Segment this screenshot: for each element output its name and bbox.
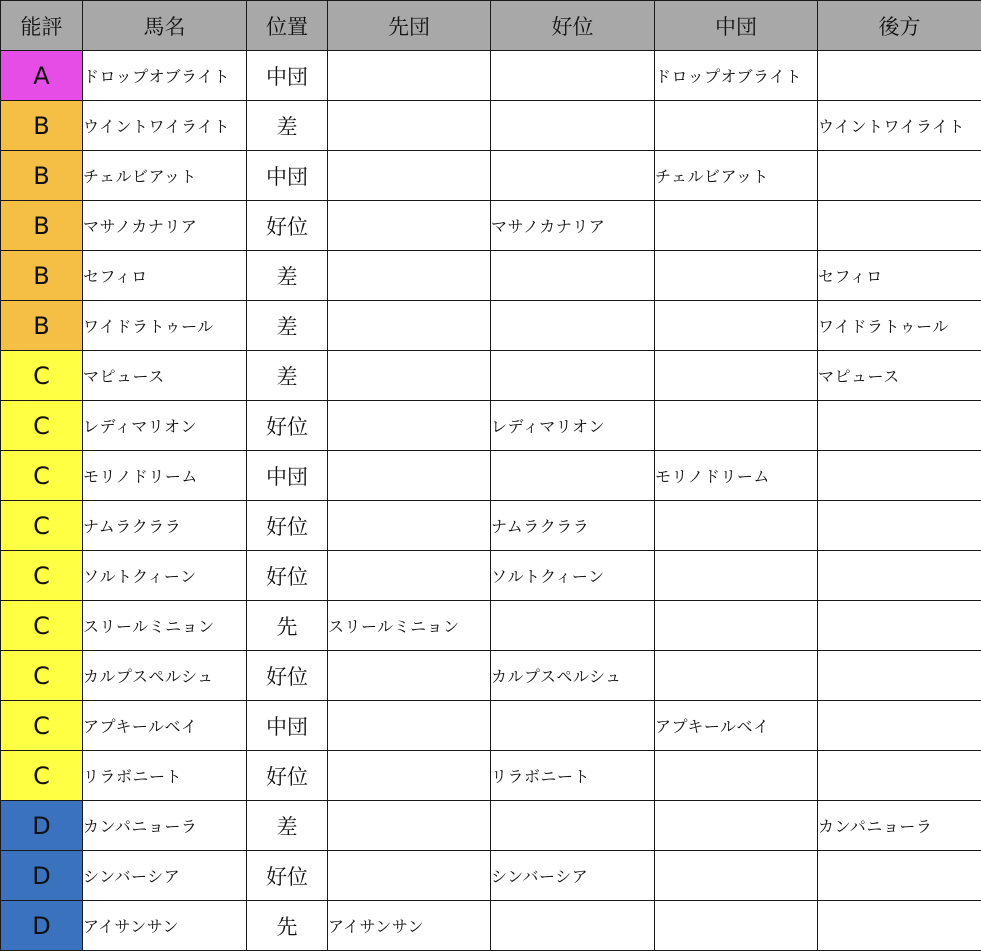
position-cell: 差 [247, 251, 328, 301]
rear-cell [818, 751, 981, 801]
good-position-cell: ナムラクララ [491, 501, 655, 551]
grade-cell: C [1, 601, 83, 651]
table-row[interactable] [1, 101, 981, 151]
mid-group-cell [655, 901, 818, 951]
position-cell: 中団 [247, 701, 328, 751]
good-position-cell: ソルトクィーン [491, 551, 655, 601]
mid-group-cell [655, 601, 818, 651]
front-group-cell [328, 701, 491, 751]
mid-group-cell [655, 301, 818, 351]
rear-cell [818, 401, 981, 451]
header-grade: 能評 [1, 1, 83, 51]
front-group-cell [328, 201, 491, 251]
header-good-position: 好位 [491, 1, 655, 51]
rear-cell [818, 851, 981, 901]
mid-group-cell [655, 251, 818, 301]
grade-cell: D [1, 851, 83, 901]
good-position-cell: カルプスペルシュ [491, 651, 655, 701]
mid-group-cell: モリノドリーム [655, 451, 818, 501]
grade-cell: C [1, 551, 83, 601]
position-cell: 差 [247, 301, 328, 351]
grade-cell: C [1, 701, 83, 751]
grade-cell: D [1, 901, 83, 951]
mid-group-cell: チェルビアット [655, 151, 818, 201]
table-row[interactable] [1, 351, 981, 401]
table-row[interactable] [1, 601, 981, 651]
grade-cell: C [1, 651, 83, 701]
rear-cell: ウイントワイライト [818, 101, 981, 151]
horse-name-cell: スリールミニョン [83, 601, 247, 651]
header-front-group: 先団 [328, 1, 491, 51]
horse-name-cell: アプキールベイ [83, 701, 247, 751]
good-position-cell [491, 51, 655, 101]
table-row[interactable] [1, 551, 981, 601]
table-row[interactable] [1, 451, 981, 501]
position-cell: 中団 [247, 151, 328, 201]
good-position-cell [491, 701, 655, 751]
horse-name-cell: レディマリオン [83, 401, 247, 451]
header-position: 位置 [247, 1, 328, 51]
position-cell: 好位 [247, 551, 328, 601]
table-row[interactable] [1, 201, 981, 251]
grade-cell: B [1, 201, 83, 251]
horse-name-cell: リラボニート [83, 751, 247, 801]
position-cell: 好位 [247, 751, 328, 801]
table-row[interactable] [1, 151, 981, 201]
front-group-cell [328, 451, 491, 501]
grade-cell: B [1, 251, 83, 301]
header-row [1, 1, 981, 51]
grade-cell: B [1, 101, 83, 151]
good-position-cell: マサノカナリア [491, 201, 655, 251]
mid-group-cell [655, 751, 818, 801]
rear-cell [818, 601, 981, 651]
horse-name-cell: マピュース [83, 351, 247, 401]
mid-group-cell [655, 201, 818, 251]
horse-name-cell: カルプスペルシュ [83, 651, 247, 701]
front-group-cell [328, 751, 491, 801]
grade-cell: D [1, 801, 83, 851]
rear-cell [818, 701, 981, 751]
front-group-cell: アイサンサン [328, 901, 491, 951]
position-cell: 好位 [247, 401, 328, 451]
grade-cell: A [1, 51, 83, 101]
good-position-cell [491, 451, 655, 501]
table-row[interactable] [1, 701, 981, 751]
mid-group-cell [655, 101, 818, 151]
good-position-cell [491, 801, 655, 851]
position-cell: 好位 [247, 851, 328, 901]
mid-group-cell: アプキールベイ [655, 701, 818, 751]
good-position-cell [491, 101, 655, 151]
horse-name-cell: ワイドラトゥール [83, 301, 247, 351]
rear-cell [818, 901, 981, 951]
mid-group-cell [655, 801, 818, 851]
position-cell: 先 [247, 601, 328, 651]
mid-group-cell [655, 401, 818, 451]
table-row[interactable] [1, 401, 981, 451]
rear-cell [818, 151, 981, 201]
good-position-cell [491, 601, 655, 651]
front-group-cell [328, 851, 491, 901]
rear-cell [818, 501, 981, 551]
horse-name-cell: アイサンサン [83, 901, 247, 951]
rear-cell: セフィロ [818, 251, 981, 301]
table-header [1, 1, 981, 51]
grade-cell: C [1, 401, 83, 451]
header-horse-name: 馬名 [83, 1, 247, 51]
rear-cell: カンパニョーラ [818, 801, 981, 851]
mid-group-cell [655, 551, 818, 601]
position-cell: 好位 [247, 501, 328, 551]
position-cell: 差 [247, 351, 328, 401]
table-body [1, 51, 981, 951]
rear-cell [818, 651, 981, 701]
front-group-cell [328, 801, 491, 851]
table-row[interactable] [1, 851, 981, 901]
rear-cell [818, 551, 981, 601]
rear-cell: ワイドラトゥール [818, 301, 981, 351]
table-row[interactable] [1, 651, 981, 701]
table-row[interactable] [1, 751, 981, 801]
grade-cell: C [1, 751, 83, 801]
position-cell: 差 [247, 801, 328, 851]
front-group-cell [328, 501, 491, 551]
rear-cell [818, 51, 981, 101]
front-group-cell [328, 651, 491, 701]
horse-name-cell: ソルトクィーン [83, 551, 247, 601]
position-cell: 先 [247, 901, 328, 951]
grade-cell: B [1, 301, 83, 351]
table-row[interactable] [1, 501, 981, 551]
front-group-cell: スリールミニョン [328, 601, 491, 651]
front-group-cell [328, 101, 491, 151]
front-group-cell [328, 551, 491, 601]
horse-name-cell: マサノカナリア [83, 201, 247, 251]
position-cell: 好位 [247, 201, 328, 251]
rear-cell [818, 201, 981, 251]
rear-cell: マピュース [818, 351, 981, 401]
front-group-cell [328, 51, 491, 101]
table-row[interactable] [1, 801, 981, 851]
good-position-cell [491, 301, 655, 351]
horse-name-cell: セフィロ [83, 251, 247, 301]
mid-group-cell: ドロップオブライト [655, 51, 818, 101]
good-position-cell [491, 901, 655, 951]
position-cell: 中団 [247, 451, 328, 501]
horse-name-cell: ナムラクララ [83, 501, 247, 551]
horse-name-cell: カンパニョーラ [83, 801, 247, 851]
mid-group-cell [655, 651, 818, 701]
horse-name-cell: ドロップオブライト [83, 51, 247, 101]
front-group-cell [328, 301, 491, 351]
mid-group-cell [655, 351, 818, 401]
position-cell: 差 [247, 101, 328, 151]
position-cell: 好位 [247, 651, 328, 701]
table-row[interactable] [1, 901, 981, 951]
good-position-cell [491, 351, 655, 401]
good-position-cell: レディマリオン [491, 401, 655, 451]
table-row[interactable] [1, 51, 981, 101]
front-group-cell [328, 401, 491, 451]
rear-cell [818, 451, 981, 501]
mid-group-cell [655, 851, 818, 901]
header-mid-group: 中団 [655, 1, 818, 51]
position-cell: 中団 [247, 51, 328, 101]
front-group-cell [328, 251, 491, 301]
good-position-cell: リラボニート [491, 751, 655, 801]
horse-name-cell: シンバーシア [83, 851, 247, 901]
horse-name-cell: ウイントワイライト [83, 101, 247, 151]
horse-name-cell: モリノドリーム [83, 451, 247, 501]
table-row[interactable] [1, 301, 981, 351]
front-group-cell [328, 151, 491, 201]
table-row[interactable] [1, 251, 981, 301]
front-group-cell [328, 351, 491, 401]
grade-cell: C [1, 351, 83, 401]
good-position-cell [491, 151, 655, 201]
header-rear: 後方 [818, 1, 981, 51]
grade-cell: C [1, 451, 83, 501]
good-position-cell: シンバーシア [491, 851, 655, 901]
mid-group-cell [655, 501, 818, 551]
good-position-cell [491, 251, 655, 301]
grade-cell: C [1, 501, 83, 551]
horse-name-cell: チェルビアット [83, 151, 247, 201]
grade-cell: B [1, 151, 83, 201]
